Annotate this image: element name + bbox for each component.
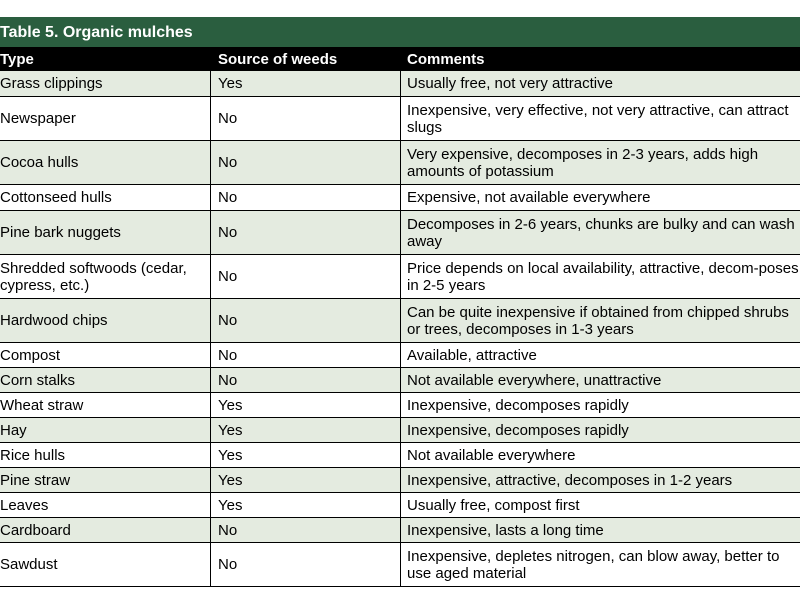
table-title: Table 5. Organic mulches bbox=[0, 17, 800, 47]
cell-source-of-weeds: No bbox=[211, 255, 401, 298]
header-type: Type bbox=[0, 51, 34, 68]
cell-source-of-weeds: Yes bbox=[211, 418, 401, 442]
table-header-row bbox=[0, 47, 800, 71]
table-row bbox=[0, 185, 800, 211]
table-row bbox=[0, 418, 800, 443]
cell-comments: Inexpensive, very effective, not very attractive, can attract slugs bbox=[407, 101, 789, 136]
cell-source-of-weeds: Yes bbox=[211, 443, 401, 467]
table-row bbox=[0, 255, 800, 299]
cell-type: Compost bbox=[0, 343, 211, 367]
cell-type: Hay bbox=[0, 418, 211, 442]
cell-comments: Very expensive, decomposes in 2-3 years, adds high amounts of potassium bbox=[407, 145, 759, 180]
cell-type: Newspaper bbox=[0, 97, 211, 140]
table-row bbox=[0, 211, 800, 255]
cell-type: Rice hulls bbox=[0, 443, 211, 467]
cell-comments: Available, attractive bbox=[407, 346, 537, 364]
cell-comments: Usually free, compost first bbox=[407, 496, 580, 514]
cell-type: Shredded softwoods (cedar, cypress, etc.) bbox=[0, 255, 211, 298]
table-row bbox=[0, 493, 800, 518]
table-row bbox=[0, 518, 800, 543]
cell-source-of-weeds: No bbox=[211, 343, 401, 367]
cell-source-of-weeds: No bbox=[211, 97, 401, 140]
cell-type: Corn stalks bbox=[0, 368, 211, 392]
cell-source-of-weeds: No bbox=[211, 368, 401, 392]
cell-comments: Inexpensive, decomposes rapidly bbox=[407, 396, 629, 414]
cell-comments: Can be quite inexpensive if obtained from chipped shrubs or trees, decomposes in 1-3 years bbox=[407, 303, 789, 338]
cell-type: Sawdust bbox=[0, 543, 211, 586]
cell-type: Pine bark nuggets bbox=[0, 211, 211, 254]
table-row bbox=[0, 299, 800, 343]
table-row bbox=[0, 141, 800, 185]
cell-comments: Inexpensive, depletes nitrogen, can blow away, better to use aged material bbox=[407, 547, 780, 582]
cell-type: Leaves bbox=[0, 493, 211, 517]
cell-source-of-weeds: No bbox=[211, 211, 401, 254]
cell-comments: Usually free, not very attractive bbox=[407, 75, 613, 92]
table-row bbox=[0, 468, 800, 493]
cell-source-of-weeds: No bbox=[211, 543, 401, 586]
cell-comments: Expensive, not available everywhere bbox=[407, 189, 651, 206]
cell-type: Hardwood chips bbox=[0, 299, 211, 342]
header-comments: Comments bbox=[407, 51, 485, 68]
table-row bbox=[0, 343, 800, 368]
organic-mulches-table bbox=[0, 17, 800, 587]
table-row bbox=[0, 368, 800, 393]
cell-comments: Inexpensive, attractive, decomposes in 1-2 years bbox=[407, 471, 733, 489]
table-row bbox=[0, 393, 800, 418]
cell-type: Grass clippings bbox=[0, 71, 211, 96]
table-row bbox=[0, 443, 800, 468]
cell-source-of-weeds: No bbox=[211, 518, 401, 542]
table-row bbox=[0, 71, 800, 97]
cell-comments: Inexpensive, lasts a long time bbox=[407, 521, 604, 539]
cell-comments: Not available everywhere, unattractive bbox=[407, 371, 662, 389]
table-row bbox=[0, 543, 800, 587]
cell-source-of-weeds: No bbox=[211, 299, 401, 342]
cell-source-of-weeds: Yes bbox=[211, 493, 401, 517]
cell-comments: Price depends on local availability, attractive, decom-poses in 2-5 years bbox=[407, 259, 799, 294]
cell-type: Cocoa hulls bbox=[0, 141, 211, 184]
cell-comments: Decomposes in 2-6 years, chunks are bulky and can wash away bbox=[407, 215, 795, 250]
cell-source-of-weeds: Yes bbox=[211, 468, 401, 492]
cell-type: Wheat straw bbox=[0, 393, 211, 417]
header-source-of-weeds: Source of weeds bbox=[218, 51, 338, 68]
cell-type: Cottonseed hulls bbox=[0, 185, 211, 210]
cell-source-of-weeds: No bbox=[211, 185, 401, 210]
cell-type: Cardboard bbox=[0, 518, 211, 542]
cell-source-of-weeds: Yes bbox=[211, 71, 401, 96]
cell-comments: Not available everywhere bbox=[407, 446, 576, 464]
table-row bbox=[0, 97, 800, 141]
cell-source-of-weeds: No bbox=[211, 141, 401, 184]
cell-comments: Inexpensive, decomposes rapidly bbox=[407, 421, 629, 439]
cell-source-of-weeds: Yes bbox=[211, 393, 401, 417]
cell-type: Pine straw bbox=[0, 468, 211, 492]
